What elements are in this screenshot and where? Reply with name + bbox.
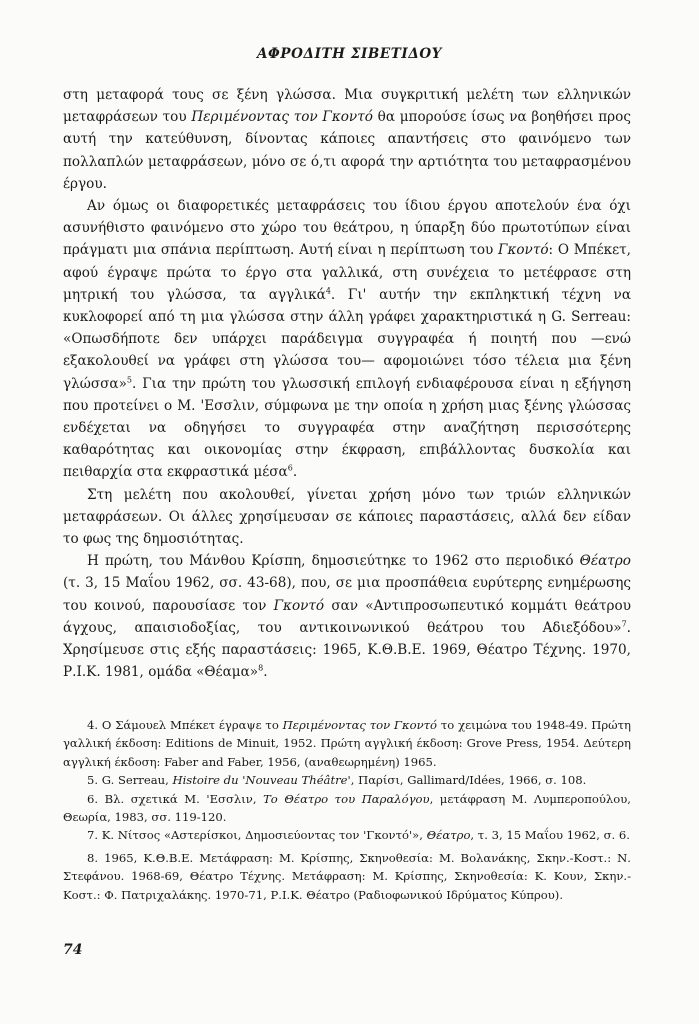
text-run: θα μπορούσε ίσως να βοηθήσει προς αυτή την κατεύθυνση, δίνοντας κάποιες απαντήσεις στο φαινόμενο των πολλαπλών μεταφράσεων, μόνο σε ό,τι αφορά την αρτιότητα του μεταφρασμένου έργου. [63, 109, 631, 192]
footnote [63, 716, 631, 771]
text-run: : Ο Μπέκετ, αφού έγραψε πρώτα το έργο στα γαλλικά, στη συνέχεια το μετέφρασε στη μητρική του γλώσσα, τα αγγλικά [63, 242, 631, 303]
text-run: (τ. 3, 15 Μαΐου 1962, σσ. 43-68), που, σε μια προσπάθεια ευρύτερης ενημέρωσης του κοινού, παρουσίασε τον [63, 575, 631, 614]
text-run: . [292, 464, 298, 481]
page-number: 74 [63, 942, 83, 958]
work-title: Περιμένοντας τον Γκοντό [282, 718, 438, 732]
text-run: 7. Κ. Νίτσος «Αστερίσκοι, Δημοσιεύοντας τον 'Γκοντό'», [87, 828, 427, 843]
text-run: στη μεταφορά τους σε ξένη γλώσσα. Μια συγκριτική μελέτη των ελληνικών μεταφράσεων του [63, 87, 631, 126]
text-run: 5. G. Serreau, [87, 773, 173, 788]
journal-title: Θέατρο [579, 553, 631, 570]
paragraph [63, 484, 631, 551]
footnote [63, 771, 631, 789]
text-run: . Για την πρώτη του γλωσσική επιλογή ενδιαφέρουσα είναι η εξήγηση που προτείνει ο Μ. 'Εσσλιν, σύμφωνα με την οποία η χρήση μιας ξένης γλώσσας ενδέχεται να οδηγήσει το συγγραφέα στην αναζήτηση περισσότερης καθαρότητας και οικονομίας στην έκφραση, επιβάλλοντας δυσκολία και πειθαρχία στα εκφραστικά μέσα [63, 375, 631, 481]
text-run: Η πρώτη, του Μάνθου Κρίσπη, δημοσιεύτηκε το 1962 στο περιοδικό [87, 553, 580, 570]
text-run: . [263, 664, 268, 681]
footnotes [63, 716, 631, 904]
journal-title: Θέατρο [426, 828, 471, 843]
text-run: Αν όμως οι διαφορετικές μεταφράσεις του ίδιου έργου αποτελούν ένα όχι ασυνήθιστο φαινόμενο στο χώρο του θεάτρου, η ύπαρξη δύο πρωτοτύπων είναι πράγματι μια σπάνια περίπτωση. Αυτή είναι η περίπτωση του [63, 198, 631, 259]
paragraph [63, 195, 631, 484]
text-run: , Παρίσι, Gallimard/Idées, 1966, σ. 108. [350, 773, 587, 788]
work-title: Περιμένοντας τον Γκοντό [191, 109, 373, 126]
text-run: Στη μελέτη που ακολουθεί, γίνεται χρήση μόνο των τριών ελληνικών μεταφράσεων. Οι άλλες χρησίμευσαν σε κάποιες παραστάσεις, αλλά δεν είδαν το φως της δημοσιότητας. [63, 486, 631, 548]
paragraph [63, 550, 631, 683]
footnote-ref: 7 [621, 619, 627, 629]
main-text [63, 84, 631, 683]
text-run: 4. Ο Σάμουελ Μπέκετ έγραψε το [87, 718, 283, 732]
text-run: . Γι' αυτήν την εκπληκτική τέχνη να κυκλοφορεί από τη μια γλώσσα στην άλλη γράφει χαρακτηριστικά η G. Serreau: «Οπωσδήποτε δεν υπάρχει παράδειγμα συγγραφέα ή ποιητή που —ενώ εξακολουθεί να γράφει στη γλώσσα του— αφομοιώνει τόσο τέλεια μια ξένη γλώσσα» [63, 286, 631, 392]
running-header: ΑΦΡΟΔΙΤΗ ΣΙΒΕΤΙΔΟΥ [256, 46, 443, 62]
work-title: Histoire du 'Nouveau Théâtre' [172, 773, 351, 788]
footnote [63, 849, 631, 904]
paragraph [63, 84, 631, 195]
text-run: το χειμώνα του 1948-49. Πρώτη γαλλική έκδοση: Editions de Minuit, 1952. Πρώτη αγγλική έκδοση: Grove Press, 1954. Δεύτερη αγγλική έκδοση: Faber and Faber, 1956, (αναθεωρημένη) 1965. [63, 718, 631, 769]
text-run: 8. 1965, Κ.Θ.Β.Ε. Μετάφραση: Μ. Κρίσπης, Σκηνοθεσία: Μ. Βολανάκης, Σκην.-Κοστ.: Ν. Στεφάνου. 1968-69, Θέατρο Τέχνης. Μετάφραση: Μ. Κρίσπης, Σκηνοθεσία: Κ. Κουν, Σκην.-Κοστ.: Φ. Πατριχαλάκης. 1970-71, Ρ.Ι.Κ. Θέατρο (Ραδιοφωνικού Ιδρύματος Κύπρου). [63, 850, 631, 902]
footnote [63, 826, 631, 844]
text-run: , τ. 3, 15 Μαΐου 1962, σ. 6. [470, 828, 630, 843]
footnote-ref: 5 [126, 375, 132, 385]
footnote-ref: 8 [258, 663, 264, 673]
footnote-ref: 4 [325, 286, 331, 296]
text-run: 6. Βλ. σχετικά Μ. 'Εσσλιν, [87, 791, 264, 806]
footnote [63, 790, 631, 827]
footnote-ref: 6 [287, 463, 293, 473]
text-run: . Χρησίμευσε στις εξής παραστάσεις: 1965, Κ.Θ.Β.Ε. 1969, Θέατρο Τέχνης. 1970, Ρ.Ι.Κ. 1981, ομάδα «Θέαμα» [63, 619, 631, 681]
work-title: Το Θέατρο του Παραλόγου [263, 791, 430, 806]
text-run: , μετάφραση Μ. Λυμπεροπούλου, Θεωρία, 1983, σσ. 119-120. [63, 791, 631, 825]
work-title: Γκοντό [498, 242, 549, 259]
text-run: σαν «Αντιπροσωπευτικό κομμάτι θεάτρου άγχους, απαισιοδοξίας, του αντικοινωνικού θεάτρου του Αδιεξόδου» [63, 597, 631, 636]
work-title: Γκοντό [273, 597, 325, 614]
